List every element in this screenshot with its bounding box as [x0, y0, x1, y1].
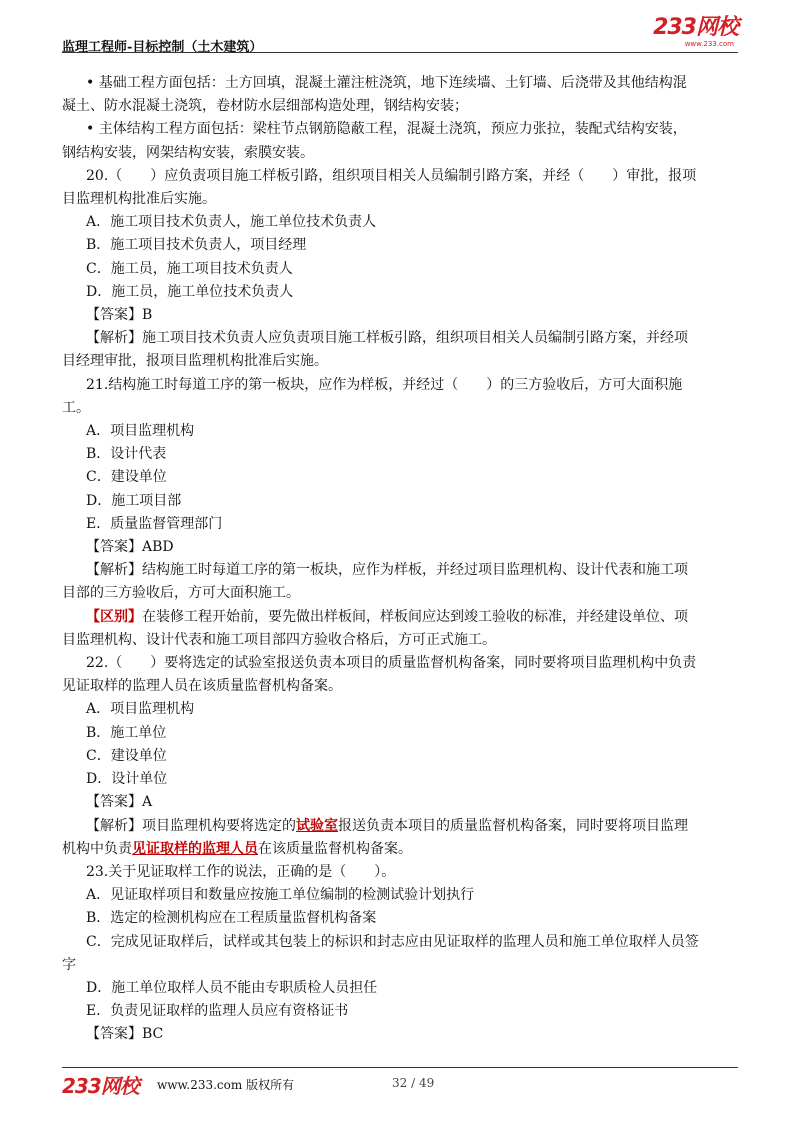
bullet-structure — [62, 118, 738, 141]
page-content — [62, 72, 738, 1047]
text-line: 【解析】项目监理机构要将选定的 — [86, 817, 296, 834]
option-a: A．项目监理机构 — [86, 423, 195, 440]
text-line: 工。 — [62, 399, 90, 416]
highlight-link: 见证取样的监理人员 — [132, 840, 258, 857]
document-title: 监理工程师-目标控制（土木建筑） — [62, 40, 263, 55]
explanation: 【解析】结构施工时每道工序的第一板块，应作为样板，并经过项目监理机构、设计代表和施工项 — [86, 562, 688, 579]
option-d: D．设计单位 — [86, 771, 168, 788]
text-line: 在装修工程开始前，要先做出样板间，样板间应达到竣工验收的标准，并经建设单位、项 — [142, 608, 688, 625]
text-line: 在该质量监督机构备案。 — [258, 840, 412, 857]
page-footer — [62, 1072, 738, 1098]
text-line: • 主体结构工程方面包括：梁柱节点钢筋隐蔽工程，混凝土浇筑，预应力张拉，装配式结构安装， — [86, 121, 687, 138]
footer-divider — [62, 1067, 738, 1068]
footer-logo: 233网校 — [62, 1074, 139, 1098]
question-22: 22.（ ）要将选定的试验室报送负责本项目的质量监督机构备案，同时要将项目监理机构中负责 — [86, 655, 697, 672]
explanation — [62, 815, 738, 838]
question-21: 21.结构施工时每道工序的第一板块，应作为样板，并经过（ ）的三方验收后，方可大面积施 — [86, 376, 683, 393]
text-line: • 基础工程方面包括：土方回填，混凝土灌注桩浇筑，地下连续墙、土钉墙、后浇带及其他结构混 — [86, 75, 687, 91]
text-line: 目部的三方验收后，方可大面积施工。 — [62, 585, 300, 602]
page-header — [62, 15, 738, 55]
copyright-text: www.233.com 版权所有 — [157, 1078, 295, 1092]
option-a: A．项目监理机构 — [86, 701, 195, 718]
text-line: 目监理机构、设计代表和施工项目部四方验收合格后，方可正式施工。 — [62, 631, 496, 648]
text-line: 字 — [62, 956, 76, 973]
difference-label: 【区别】 — [86, 608, 142, 625]
option-c: C．建设单位 — [86, 747, 167, 764]
option-b: B．施工单位 — [86, 724, 167, 741]
text-line: 目经理审批，报项目监理机构批准后实施。 — [62, 353, 328, 370]
text-line: 凝土、防水混凝土浇筑，卷材防水层细部构造处理，钢结构安装； — [62, 98, 468, 115]
text-line: 见证取样的监理人员在该质量监督机构备案。 — [62, 678, 342, 695]
option-d: D．施工单位取样人员不能由专职质检人员担任 — [86, 979, 378, 996]
answer: 【答案】ABD — [86, 539, 174, 556]
text-line: 钢结构安装，网架结构安装，索膜安装。 — [62, 144, 314, 161]
option-a: A．施工项目技术负责人，施工单位技术负责人 — [86, 214, 377, 231]
header-divider — [62, 52, 738, 53]
answer: 【答案】B — [86, 307, 153, 324]
explanation: 【解析】施工项目技术负责人应负责项目施工样板引路，组织项目相关人员编制引路方案，并经项 — [86, 330, 688, 347]
logo-text: 233网校 — [653, 15, 738, 40]
difference-note — [62, 606, 738, 629]
highlight-link: 试验室 — [296, 817, 338, 834]
question-20: 20.（ ）应负责项目施工样板引路，组织项目相关人员编制引路方案，并经（ ）审批，报项 — [86, 167, 697, 184]
option-b: B．选定的检测机构应在工程质量监督机构备案 — [86, 910, 377, 927]
text-line: 机构中负责 — [62, 840, 132, 857]
page-number: 32 / 49 — [392, 1076, 435, 1090]
text-line: 目监理机构批准后实施。 — [62, 191, 216, 208]
answer: 【答案】A — [86, 794, 153, 811]
option-c: C．施工员，施工项目技术负责人 — [86, 260, 293, 277]
logo-url: www.233.com — [684, 40, 734, 48]
bullet-foundation — [62, 72, 738, 95]
option-c: C．建设单位 — [86, 469, 167, 486]
option-e: E．负责见证取样的监理人员应有资格证书 — [86, 1003, 349, 1020]
text-line: 报送负责本项目的质量监督机构备案，同时要将项目监理 — [338, 817, 688, 834]
option-b: B．设计代表 — [86, 446, 167, 463]
option-a: A．见证取样项目和数量应按施工单位编制的检测试验计划执行 — [86, 887, 475, 904]
option-d: D．施工员，施工单位技术负责人 — [86, 283, 294, 300]
text-line — [62, 838, 738, 861]
question-23: 23.关于见证取样工作的说法，正确的是（ ）。 — [86, 863, 396, 880]
option-d: D．施工项目部 — [86, 492, 182, 509]
answer: 【答案】BC — [86, 1026, 164, 1043]
brand-logo — [638, 16, 738, 50]
option-c: C．完成见证取样后，试样或其包装上的标识和封志应由见证取样的监理人员和施工单位取样人员签 — [86, 933, 699, 950]
option-e: E．质量监督管理部门 — [86, 515, 223, 532]
option-b: B．施工项目技术负责人，项目经理 — [86, 237, 307, 254]
